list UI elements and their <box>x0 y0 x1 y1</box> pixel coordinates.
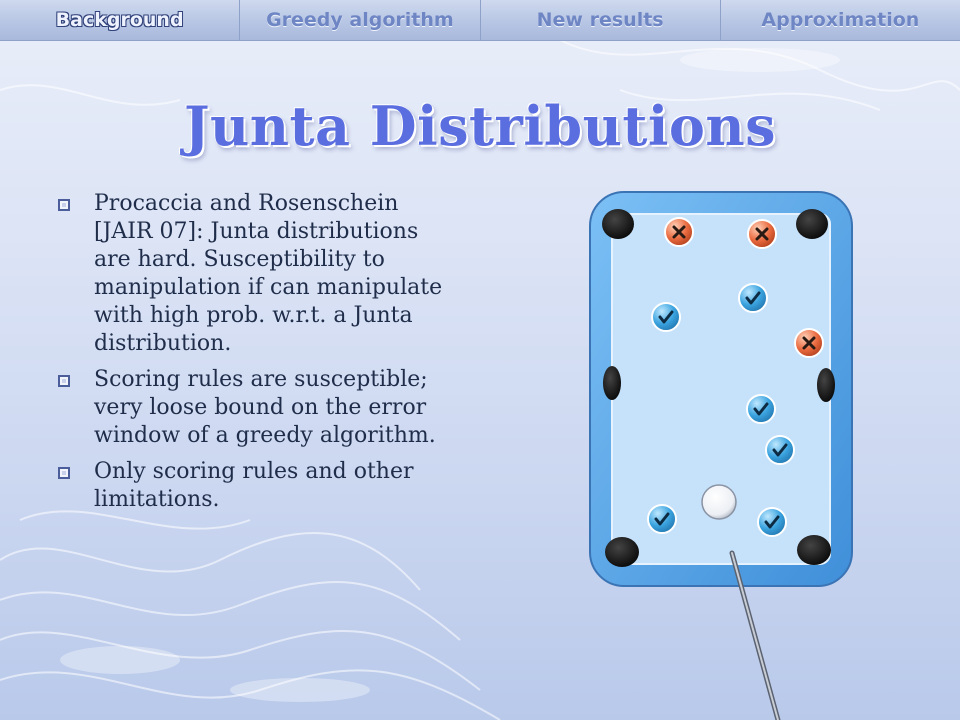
bullet-text: Procaccia and Rosenschein [JAIR 07]: Junta distributions are hard. Susceptibility to manipulation if can manipulate with high prob. w.r.t. a Junta distribution. <box>94 191 443 356</box>
pocket-icon <box>602 209 634 239</box>
bullet-item <box>58 190 458 358</box>
square-bullet-icon <box>58 467 70 479</box>
pocket-icon <box>797 535 831 565</box>
tab-greedy-algorithm[interactable]: Greedy algorithm <box>240 0 480 40</box>
section-nav <box>0 0 960 41</box>
tab-background[interactable]: Background <box>0 0 240 40</box>
bullet-text: Only scoring rules and other limitations. <box>94 459 414 512</box>
check-ball-icon <box>652 303 680 331</box>
pocket-icon <box>603 366 621 400</box>
check-ball-icon <box>766 436 794 464</box>
pocket-icon <box>605 537 639 567</box>
cue-ball-icon <box>702 485 736 519</box>
bullet-item <box>58 458 458 514</box>
pocket-icon <box>796 209 828 239</box>
check-ball-icon <box>648 505 676 533</box>
check-ball-icon <box>739 284 767 312</box>
check-ball-icon <box>747 395 775 423</box>
square-bullet-icon <box>58 199 70 211</box>
slide-title: Junta Distributions <box>183 94 777 158</box>
check-ball-icon <box>758 508 786 536</box>
cross-ball-icon <box>665 218 693 246</box>
bullet-item <box>58 366 458 450</box>
cross-ball-icon <box>795 329 823 357</box>
bullet-list <box>58 190 458 522</box>
cross-ball-icon <box>748 220 776 248</box>
tab-new-results[interactable]: New results <box>481 0 721 40</box>
pool-table-illustration <box>580 180 880 720</box>
square-bullet-icon <box>58 375 70 387</box>
bullet-text: Scoring rules are susceptible; very loose bound on the error window of a greedy algorithm. <box>94 367 436 448</box>
pocket-icon <box>817 368 835 402</box>
tab-approximation[interactable]: Approximation <box>761 9 920 31</box>
